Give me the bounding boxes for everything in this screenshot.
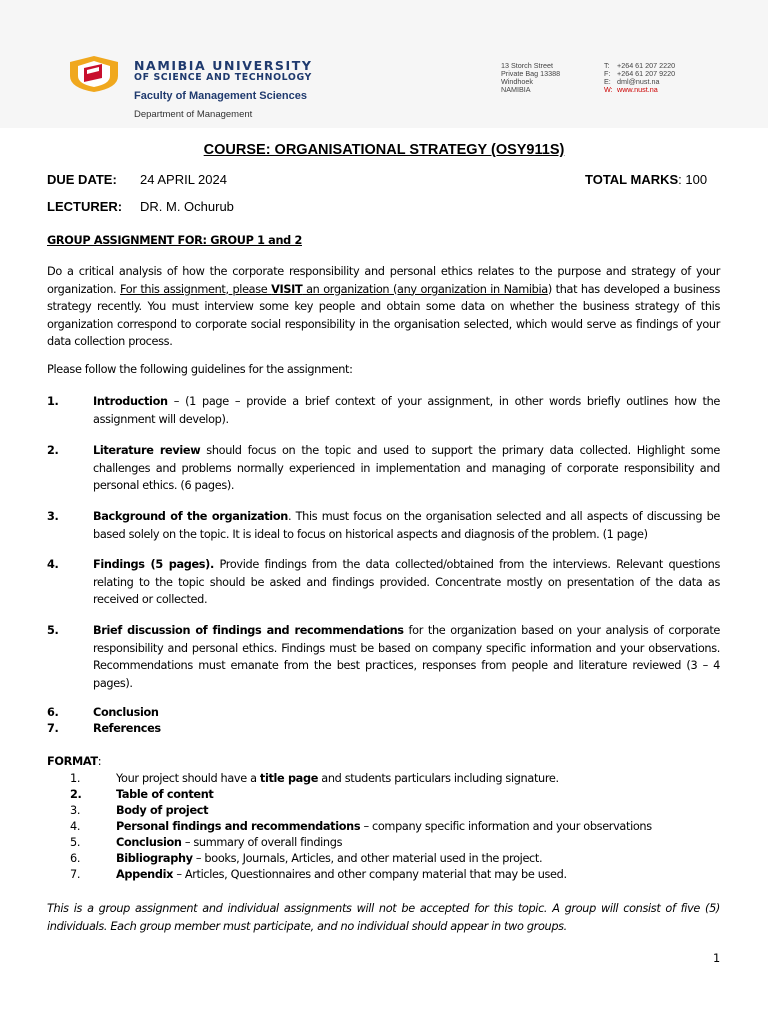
format-label: FORMAT:: [47, 755, 102, 768]
lecturer-value: DR. M. Ochurub: [140, 199, 234, 214]
item-number: 2.: [47, 444, 59, 457]
due-date-value: 24 APRIL 2024: [140, 172, 227, 187]
format-number: 6.: [70, 852, 81, 865]
address-line: NAMIBIA: [501, 85, 531, 94]
format-number: 2.: [70, 788, 82, 801]
item-title: References: [93, 722, 161, 735]
item-number: 1.: [47, 395, 59, 408]
item-text: should focus on the topic and used to support the primary data collected. Highlight some challenges and problems normally experienced in implementation and managing of corporate responsibility and personal ethics. (6 pages).: [93, 444, 720, 493]
department-name: Department of Management: [134, 109, 253, 120]
item-text: Provide findings from the data collected/obtained from the interviews. Relevant questions relating to the topic should be asked and findings provided. Concentrate mostly on presentation of the data as received or collected.: [93, 558, 720, 607]
contact-details: [604, 62, 675, 94]
contact-value[interactable]: dml@nust.na: [617, 77, 660, 86]
item-title: Literature review: [93, 444, 201, 457]
letterhead: [0, 0, 768, 128]
guidelines-intro: Please follow the following guidelines for the assignment:: [47, 363, 353, 376]
due-date-label: DUE DATE:: [47, 172, 117, 187]
total-marks: [585, 172, 707, 187]
contact-value: +264 61 207 2220: [617, 61, 676, 70]
contact-value[interactable]: www.nust.na: [617, 85, 658, 94]
contact-key: W:: [604, 85, 613, 94]
document-page: NAMIBIA UNIVERSITY OF SCIENCE AND TECHNOLOGY Faculty of Management Sciences Department of Management 13 Storch Street Private Bag 13388 Windhoek NAMIBIA T: +264 61 207 2220 F: +264 61 207 9220 E: dml@nust.na W: www.nust.na COURSE: ORGANISATIONAL STRATEGY (OSY911S) DUE DATE: 24 APRIL 2024 TOTAL MARKS: 100 LECTURER: DR. M. Ochurub GROUP ASSIGNMENT FOR: GROUP 1 and 2 Do a critical analysis of how the corporate responsibility and personal ethics relates to the purpose and strategy of your organization. For this assignment, please VISIT an organization (any organization in Namibia) that has developed a business strategy recently. You must interview some key people and obtain some data on whether the business strategy of this organization correspond to corporate social responsibility in the organisation selected, which would serve as findings of your data collection process. Please follow the following guidelines for the assignment: 1. Introduction – (1 page – provide a brief context of your assignment, in other words briefly outlines how the assignment will develop). 2. Literature review should focus on the topic and used to support the primary data collected. Highlight some challenges and problems normally experienced in implementation and managing of corporate responsibility and personal ethics. (6 pages). 3. Background of the organization. This must focus on the organisation selected and all aspects of discussing be based solely on the topic. It is ideal to focus on historical aspects and diagnosis of the problem. (1 page) 4. Findings (5 pages). Provide findings from the data collected/obtained from the interviews. Relevant questions relating to the topic should be asked and findings provided. Concentrate mostly on presentation of the data as received or collected. 5. Brief discussion of findings and recommendations for the organization based on your analysis of corporate responsibility and personal ethics. Findings must be based on company specific information and your observations. Recommendations must emanate from the best practices, responses from people and literature reviewed (3 – 4 pages). 6. Conclusion 7. References FORMAT: 1. Your project should have a title page and students particulars including signature. 2. Table of content 3. Body of project 4. Personal findings and recommendations – company specific information and your observations 5. Conclusion – summary of overall findings 6. Bibliography – books, Journals, Articles, and other material used in the project. 7. Appendix – Articles, Questionnaires and other company material that may be used. This is a group assignment and individual assignments will not be accepted for this topic. A group will consist of five (5) individuals. Each group member must participate, and no individual should appear in two groups. 1: [0, 0, 768, 1024]
item-title: Background of the organization: [93, 510, 288, 523]
assignment-description: Do a critical analysis of how the corporate responsibility and personal ethics relates to the purpose and strategy of your organization. For this assignment, please VISIT an organization (any organization in Namibia) that has developed a business strategy recently. You must interview some key people and obtain some data on whether the business strategy of this organization correspond to corporate social responsibility in the organisation selected, which would serve as findings of your data collection process.: [47, 265, 720, 349]
format-number: 4.: [70, 820, 81, 833]
lecturer-label: LECTURER:: [47, 199, 123, 214]
item-text: . This must focus on the organisation selected and all aspects of discussing be based solely on the topic. It is ideal to focus on historical aspects and diagnosis of the problem. (1 page): [93, 510, 721, 541]
format-number: 1.: [70, 772, 81, 785]
item-title: Introduction: [93, 395, 168, 408]
university-subtitle: OF SCIENCE AND TECHNOLOGY: [134, 72, 312, 83]
contact-web: [604, 86, 675, 94]
contact-value: +264 61 207 9220: [617, 69, 676, 78]
address-line: Windhoek: [501, 77, 533, 86]
item-text: for the organization based on your analysis of corporate responsibility and personal ethics. Findings must be based on company specific information and your observations. Recommendations must emanate from the best practices, responses from people and literature reviewed (3 – 4 pages).: [93, 624, 720, 690]
total-marks-value: : 100: [678, 172, 708, 187]
contact-key: T:: [604, 61, 610, 70]
university-name: NAMIBIA UNIVERSITY: [134, 58, 313, 73]
format-number: 7.: [70, 868, 81, 881]
total-marks-label: TOTAL MARKS: [585, 172, 679, 187]
item-title: Findings (5 pages).: [93, 558, 214, 571]
item-title: Conclusion: [93, 706, 159, 719]
address-line: Private Bag 13388: [501, 69, 561, 78]
course-title: COURSE: ORGANISATIONAL STRATEGY (OSY911S): [203, 142, 565, 158]
format-number: 5.: [70, 836, 81, 849]
address-line: 13 Storch Street: [501, 61, 553, 70]
contact-key: E:: [604, 77, 611, 86]
page-number: 1: [713, 952, 720, 965]
university-logo: [68, 56, 120, 92]
faculty-name: Faculty of Management Sciences: [134, 90, 307, 102]
format-number: 3.: [70, 804, 81, 817]
item-number: 4.: [47, 558, 59, 571]
item-text: – (1 page – provide a brief context of your assignment, in other words briefly outlines how the assignment will develop).: [93, 395, 720, 426]
contact-key: F:: [604, 69, 611, 78]
group-heading: GROUP ASSIGNMENT FOR: GROUP 1 and 2: [47, 234, 302, 247]
item-title: Brief discussion of findings and recommendations: [93, 624, 404, 637]
item-number: 7.: [47, 722, 59, 735]
item-number: 5.: [47, 624, 59, 637]
postal-address: [501, 62, 560, 94]
item-number: 3.: [47, 510, 59, 523]
item-number: 6.: [47, 706, 59, 719]
group-rules-note: This is a group assignment and individual assignments will not be accepted for this topic. A group will consist of five (5) individuals. Each group member must participate, and no individual should appear in two groups.: [47, 902, 720, 933]
